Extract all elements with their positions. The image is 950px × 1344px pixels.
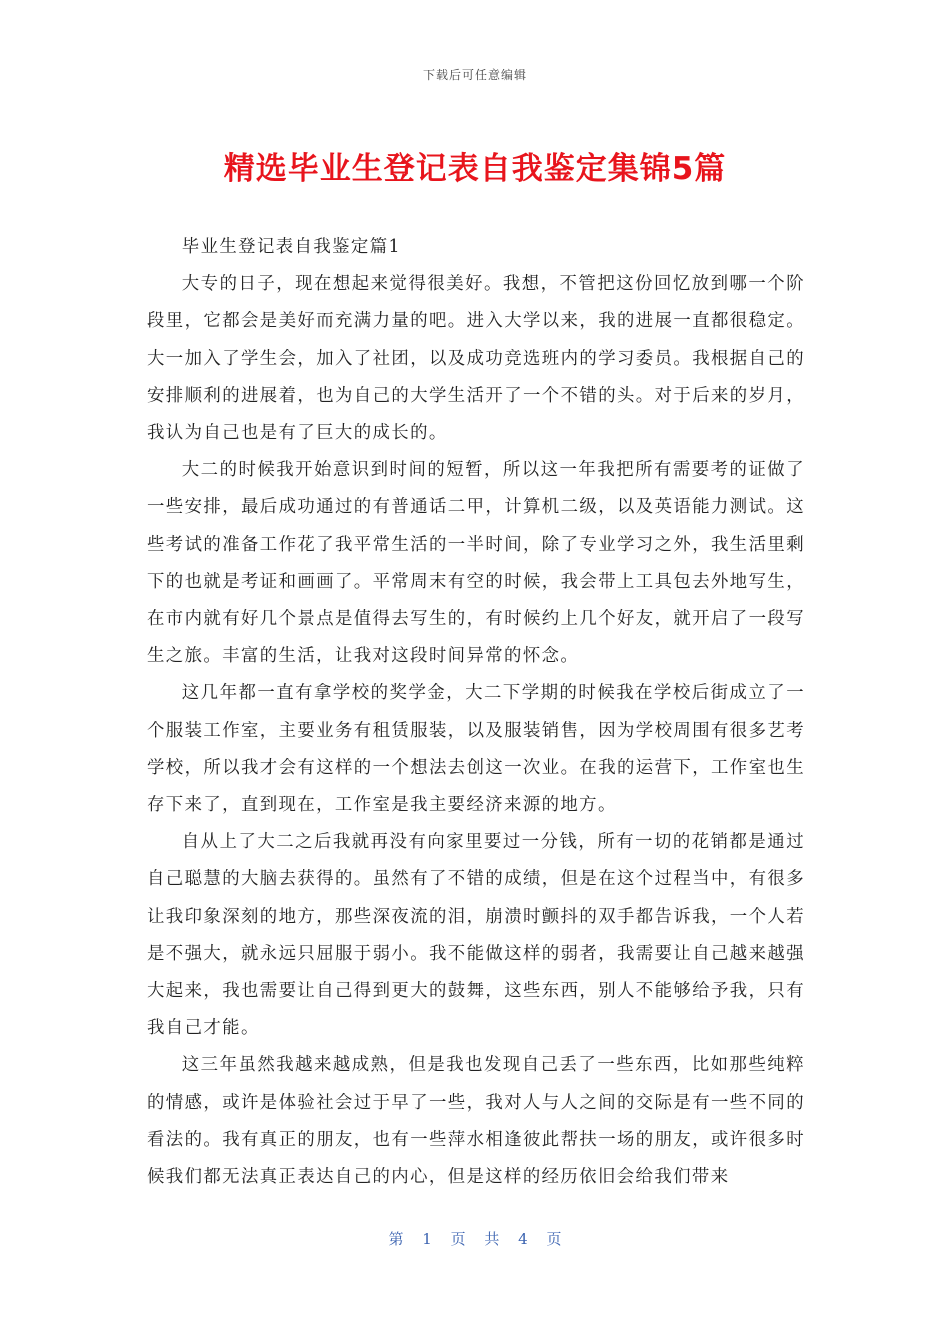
- document-body: [147, 229, 805, 1196]
- footer-prefix: 第: [388, 1230, 404, 1248]
- footer-suffix: 页: [546, 1230, 562, 1248]
- page-footer: [0, 1228, 950, 1249]
- section-heading: 毕业生登记表自我鉴定篇1: [181, 237, 401, 257]
- paragraph-4: 自从上了大二之后我就再没有向家里要过一分钱，所有一切的花销都是通过自己聪慧的大脑去获得的。虽然有了不错的成绩，但是在这个过程当中，有很多让我印象深刻的地方，那些深夜流的泪，崩溃时颤抖的双手都告诉我，一个人若是不强大，就永远只屈服于弱小。我不能做这样的弱者，我需要让自己越来越强大起来，我也需要让自己得到更大的鼓舞，这些东西，别人不能够给予我，只有我自己才能。: [147, 832, 805, 1039]
- document-title: 精选毕业生登记表自我鉴定集锦5篇: [223, 151, 727, 187]
- paragraph-3: 这几年都一直有拿学校的奖学金，大二下学期的时候我在学校后街成立了一个服装工作室，主要业务有租赁服装，以及服装销售，因为学校周围有很多艺考学校，所以我才会有这样的一个想法去创这一次业。在我的运营下，工作室也生存下来了，直到现在，工作室是我主要经济来源的地方。: [147, 683, 805, 816]
- paragraph-1: 大专的日子，现在想起来觉得很美好。我想，不管把这份回忆放到哪一个阶段里，它都会是美好而充满力量的吧。进入大学以来，我的进展一直都很稳定。大一加入了学生会，加入了社团，以及成功竞选班内的学习委员。我根据自己的安排顺利的进展着，也为自己的大学生活开了一个不错的头。对于后来的岁月，我认为自己也是有了巨大的成长的。: [147, 274, 805, 444]
- footer-middle: 页 共: [450, 1230, 500, 1248]
- paragraph-2: 大二的时候我开始意识到时间的短暂，所以这一年我把所有需要考的证做了一些安排，最后成功通过的有普通话二甲，计算机二级，以及英语能力测试。这些考试的准备工作花了我平常生活的一半时间，除了专业学习之外，我生活里剩下的也就是考证和画画了。平常周末有空的时候，我会带上工具包去外地写生，在市内就有好几个景点是值得去写生的，有时候约上几个好友，就开启了一段写生之旅。丰富的生活，让我对这段时间异常的怀念。: [147, 460, 805, 667]
- header-note: 下载后可任意编辑: [422, 68, 527, 82]
- footer-current-page: 1: [422, 1230, 432, 1248]
- footer-total-pages: 4: [518, 1230, 528, 1248]
- paragraph-5: 这三年虽然我越来越成熟，但是我也发现自己丢了一些东西，比如那些纯粹的情感，或许是体验社会过于早了一些，我对人与人之间的交际是有一些不同的看法的。我有真正的朋友，也有一些萍水相逢彼此帮扶一场的朋友，或许很多时候我们都无法真正表达自己的内心，但是这样的经历依旧会给我们带来: [147, 1055, 805, 1188]
